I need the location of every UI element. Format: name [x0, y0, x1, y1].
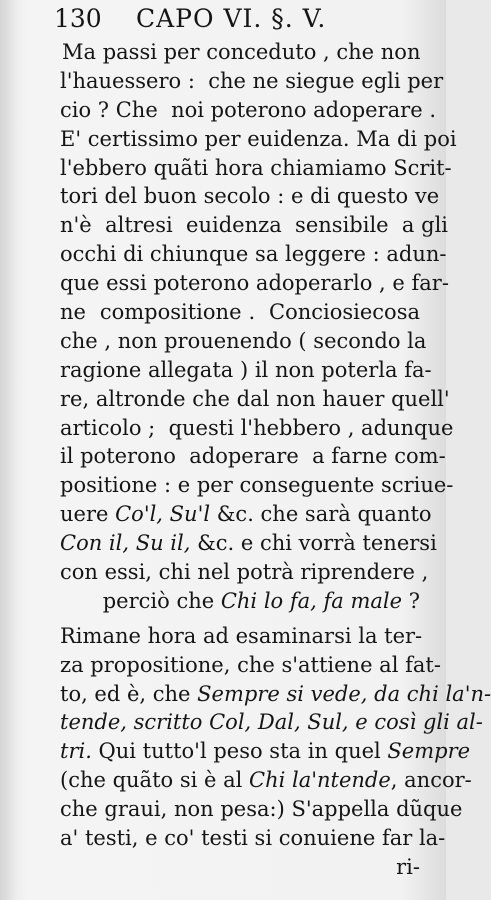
text-segment: l'ebbero quãti hora chiamiamo Scrit- [60, 155, 452, 180]
text-segment: re, altronde che dal non hauer quell' [60, 386, 450, 411]
catchword-text: ri- [396, 854, 420, 879]
text-line [60, 414, 454, 443]
text-segment: positione : e per conseguente scriue- [60, 473, 454, 498]
text-line [60, 38, 420, 67]
catchword [60, 853, 420, 882]
text-line [60, 442, 446, 471]
text-line [60, 766, 472, 795]
text-segment: (che quãto si è al [60, 768, 250, 793]
running-head: CAPO VI. §. V. [136, 4, 327, 33]
text-segment: Qui tutto'l peso sta in quel [91, 739, 388, 764]
text-segment: ne compositione . Conciosiecosa [60, 300, 420, 325]
text-segment: con essi, chi nel potrà riprendere , [60, 560, 429, 585]
text-segment: , ancor- [390, 768, 472, 793]
italic-text-segment: Sempre si vede, da chi la'n- [197, 681, 491, 706]
italic-text-segment: tri. [60, 739, 92, 764]
text-line [60, 125, 457, 154]
text-segment: l'hauessero : che ne siegue egli per [60, 68, 444, 93]
text-segment: cio ? Che noi poterono adoperare . [60, 97, 436, 122]
text-line [60, 737, 471, 766]
italic-text-segment: Con il, Su il, [60, 531, 191, 556]
text-line [60, 67, 444, 96]
page-header [54, 2, 414, 36]
italic-text-segment: Chi lo fa, fa male [220, 588, 403, 613]
text-line [60, 558, 429, 587]
italic-text-segment: tende, scritto Col, Dal, Sul, [60, 710, 349, 735]
text-segment: uere [60, 502, 116, 527]
text-segment: occhi di chiunque sa leggere : adun- [60, 242, 447, 267]
text-segment: articolo ; questi l'hebbero , adunque [60, 415, 454, 440]
body-text [60, 38, 491, 882]
text-line [60, 587, 420, 616]
text-segment: ragione allegata ) il non poterla fa- [60, 357, 432, 382]
text-segment: ? [402, 588, 420, 613]
text-line [60, 622, 423, 651]
text-line [60, 96, 436, 125]
text-line [60, 269, 449, 298]
text-segment: to, ed è, che [60, 681, 198, 706]
text-line [60, 708, 483, 737]
text-line [60, 471, 454, 500]
text-segment: il poterono adoperare a farne com- [60, 444, 446, 469]
text-segment: Ma passi per conceduto , che non [62, 40, 421, 64]
text-segment: che , non prouenendo ( secondo la [60, 328, 427, 353]
text-line [60, 385, 450, 414]
text-line [60, 680, 491, 709]
text-line [60, 651, 441, 680]
text-segment: za propositione, che s'attiene al fat- [60, 652, 441, 677]
text-line [60, 824, 446, 853]
text-line [60, 529, 437, 558]
text-line [60, 327, 427, 356]
italic-text-segment: Chi la'ntende [249, 768, 391, 793]
text-segment: n'è altresi euidenza sensibile a gli [60, 213, 449, 238]
text-line [60, 356, 432, 385]
text-segment: &c. che sarà quanto [210, 502, 432, 527]
text-segment: che graui, non pesa:) S'appella dũque [60, 797, 463, 822]
page-number: 130 [54, 4, 102, 33]
text-line [60, 182, 440, 211]
text-line [60, 154, 452, 183]
italic-text-segment: Sempre [387, 739, 471, 764]
text-segment: &c. e chi vorrà tenersi [190, 531, 437, 556]
text-line [60, 795, 463, 824]
text-segment: perciò che [102, 588, 221, 613]
text-segment: que essi poterono adoperarlo , e far- [60, 271, 449, 296]
text-segment: tori del buon secolo : e di questo ve [60, 184, 440, 209]
italic-text-segment: Co'l, Su'l [115, 502, 211, 527]
text-line [60, 240, 447, 269]
italic-text-segment: e così gli al- [355, 710, 483, 735]
text-line [60, 500, 432, 529]
text-segment: a' testi, e co' testi si conuiene far la- [60, 826, 446, 851]
text-segment: E' certissimo per euidenza. Ma di poi [60, 126, 457, 151]
page-gutter-shadow [0, 0, 18, 900]
text-line [60, 298, 420, 327]
text-line [60, 211, 449, 240]
text-segment: Rimane hora ad esaminarsi la ter- [60, 623, 423, 648]
